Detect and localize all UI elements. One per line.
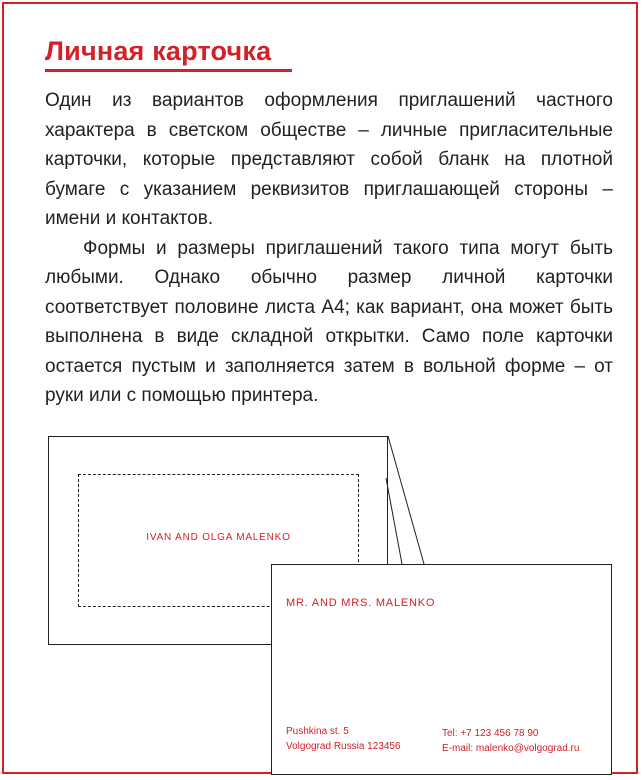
card-front-name: MR. AND MRS. MALENKO bbox=[286, 597, 436, 609]
card-inner-name: IVAN AND OLGA MALENKO bbox=[146, 532, 291, 543]
title-underline bbox=[45, 69, 292, 72]
contact-email: E-mail: malenko@volgograd.ru bbox=[442, 743, 580, 754]
page-title: Личная карточка bbox=[45, 36, 272, 66]
card-address bbox=[286, 724, 401, 754]
address-line-1: Pushkina st. 5 bbox=[286, 726, 349, 737]
card-contacts bbox=[442, 726, 579, 756]
contact-tel: Tel: +7 123 456 78 90 bbox=[442, 728, 539, 739]
paragraph-2: Формы и размеры приглашений такого типа могут быть любыми. Однако обычно размер личной карточки соответствует половине листа А4; как вариант, она может быть выполнена в виде складной открытки. Само поле карточки остается пустым и заполняется затем в вольной форме – от руки или с помощью принтера. bbox=[45, 237, 613, 406]
body-text bbox=[45, 86, 613, 411]
paragraph-1: Один из вариантов оформления приглашений частного характера в светском обществе – личные пригласительные карточки, которые представляют собой бланк на плотной бумаге с указанием реквизитов приглашающей стороны – имени и контактов. bbox=[45, 90, 613, 229]
address-line-2: Volgograd Russia 123456 bbox=[286, 741, 401, 752]
